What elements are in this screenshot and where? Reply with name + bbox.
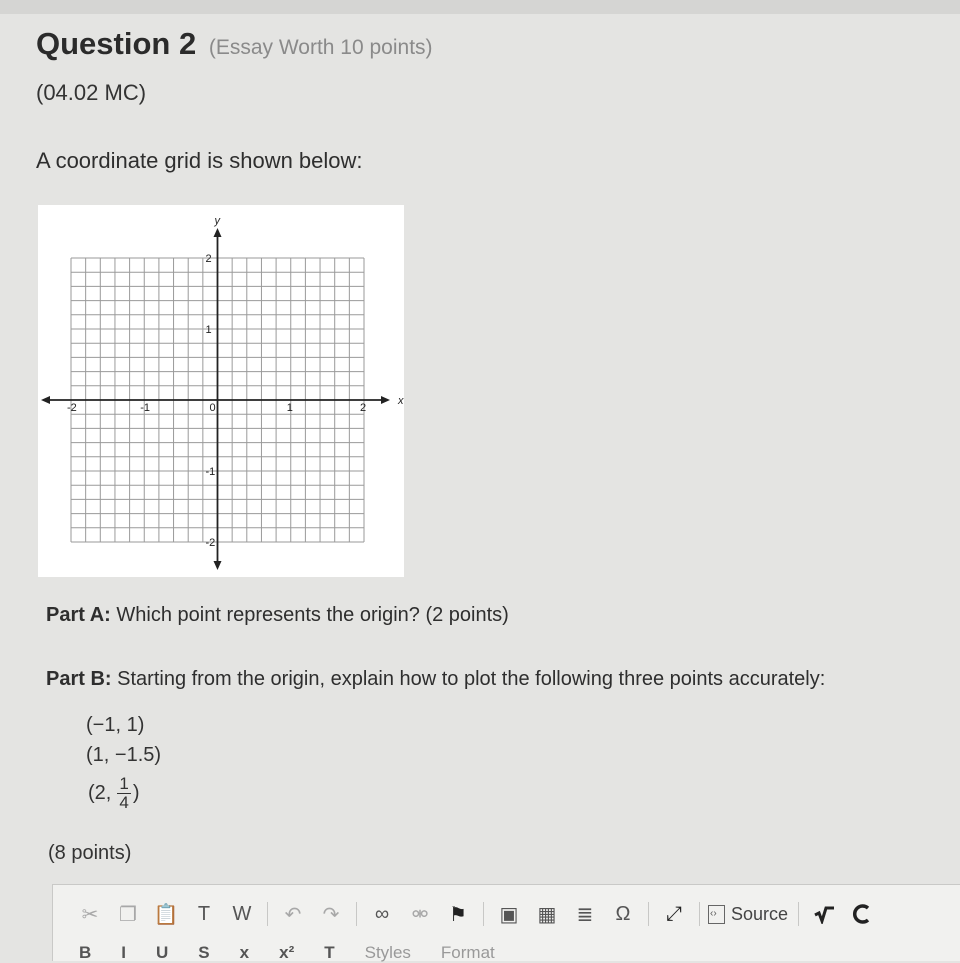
link-icon[interactable]: ∞ bbox=[374, 902, 390, 925]
part-b bbox=[46, 668, 825, 691]
redo-icon[interactable]: ↷ bbox=[322, 903, 340, 926]
x-axis-label: x bbox=[398, 395, 404, 407]
toolbar-separator bbox=[356, 902, 357, 926]
source-icon bbox=[708, 905, 725, 924]
fraction bbox=[117, 775, 130, 812]
top-strip bbox=[0, 0, 960, 14]
toolbar-separator bbox=[483, 902, 484, 926]
editor-toolbar-row2 bbox=[79, 943, 495, 963]
x-tick-label: 2 bbox=[360, 402, 367, 414]
rich-text-editor[interactable] bbox=[52, 884, 960, 961]
question-meta: (Essay Worth 10 points) bbox=[208, 36, 433, 59]
format-dropdown[interactable]: Format bbox=[440, 943, 495, 962]
x-tick-label: -1 bbox=[140, 402, 151, 414]
unlink-icon[interactable]: ⚮ bbox=[411, 903, 429, 926]
math-sqrt-icon[interactable] bbox=[807, 900, 841, 928]
y-tick-label: 2 bbox=[205, 253, 212, 265]
question-code: (04.02 MC) bbox=[36, 80, 147, 105]
italic-button[interactable]: I bbox=[121, 943, 127, 962]
superscript-button[interactable]: x² bbox=[279, 943, 295, 962]
paste-text-icon[interactable]: T bbox=[197, 902, 211, 925]
paste-icon[interactable]: 📋 bbox=[153, 903, 179, 926]
x-tick-label: 0 bbox=[209, 402, 216, 414]
point-list bbox=[86, 710, 161, 770]
part-b-text: Starting from the origin, explain how to plot the following three points accurately: bbox=[117, 668, 826, 690]
x-tick-label: 1 bbox=[286, 402, 293, 414]
point-item: (−1, 1) bbox=[86, 714, 145, 736]
x-tick-label: -2 bbox=[67, 402, 77, 414]
question-number: Question 2 bbox=[36, 26, 197, 61]
undo-icon[interactable]: ↶ bbox=[284, 903, 302, 926]
frac-point-suffix: ) bbox=[132, 782, 140, 804]
chemistry-c-icon[interactable] bbox=[845, 900, 879, 928]
point-item-fraction bbox=[88, 775, 139, 812]
image-icon[interactable]: ▣ bbox=[499, 903, 519, 926]
subscript-button[interactable]: x bbox=[239, 943, 250, 962]
c-glyph bbox=[852, 903, 872, 925]
toolbar-separator bbox=[267, 902, 268, 926]
part-a-text: Which point represents the origin? (2 points) bbox=[116, 604, 509, 626]
remove-format-button[interactable]: T bbox=[324, 943, 335, 962]
coordinate-grid-figure bbox=[38, 205, 404, 577]
part-a bbox=[46, 604, 509, 627]
frac-point-prefix: (2, bbox=[88, 782, 112, 804]
maximize-icon[interactable]: ⤢ bbox=[666, 902, 682, 925]
fraction-numerator: 1 bbox=[119, 774, 129, 793]
strike-button[interactable]: S bbox=[198, 943, 210, 962]
question-title bbox=[36, 26, 433, 62]
table-icon[interactable]: ▦ bbox=[537, 903, 557, 926]
y-axis-label: y bbox=[214, 215, 220, 227]
point-item: (1, −1.5) bbox=[86, 744, 162, 766]
part-b-label: Part B: bbox=[46, 668, 112, 690]
toolbar-separator bbox=[648, 902, 649, 926]
editor-toolbar bbox=[73, 899, 883, 929]
cut-icon[interactable]: ✂ bbox=[81, 903, 99, 926]
special-char-icon[interactable]: Ω bbox=[615, 902, 631, 925]
source-button[interactable] bbox=[708, 904, 788, 925]
toolbar-separator bbox=[699, 902, 700, 926]
part-b-points: (8 points) bbox=[48, 842, 132, 864]
fraction-denominator: 4 bbox=[119, 793, 129, 812]
y-tick-label: -2 bbox=[205, 537, 216, 549]
paste-word-icon[interactable]: W bbox=[232, 902, 252, 925]
anchor-flag-icon[interactable]: ⚑ bbox=[449, 903, 467, 926]
horizontal-line-icon[interactable]: ≣ bbox=[576, 903, 594, 926]
question-intro: A coordinate grid is shown below: bbox=[36, 148, 363, 173]
bold-button[interactable]: B bbox=[79, 943, 92, 962]
y-tick-label: -1 bbox=[205, 466, 216, 478]
toolbar-separator bbox=[798, 902, 799, 926]
underline-button[interactable]: U bbox=[156, 943, 169, 962]
part-a-label: Part A: bbox=[46, 604, 111, 626]
source-label: Source bbox=[731, 903, 789, 924]
sqrt-glyph bbox=[813, 904, 835, 924]
styles-dropdown[interactable]: Styles bbox=[364, 943, 411, 962]
y-tick-label: 1 bbox=[205, 324, 212, 336]
copy-icon[interactable]: ❐ bbox=[119, 903, 137, 926]
coordinate-grid bbox=[38, 205, 404, 577]
